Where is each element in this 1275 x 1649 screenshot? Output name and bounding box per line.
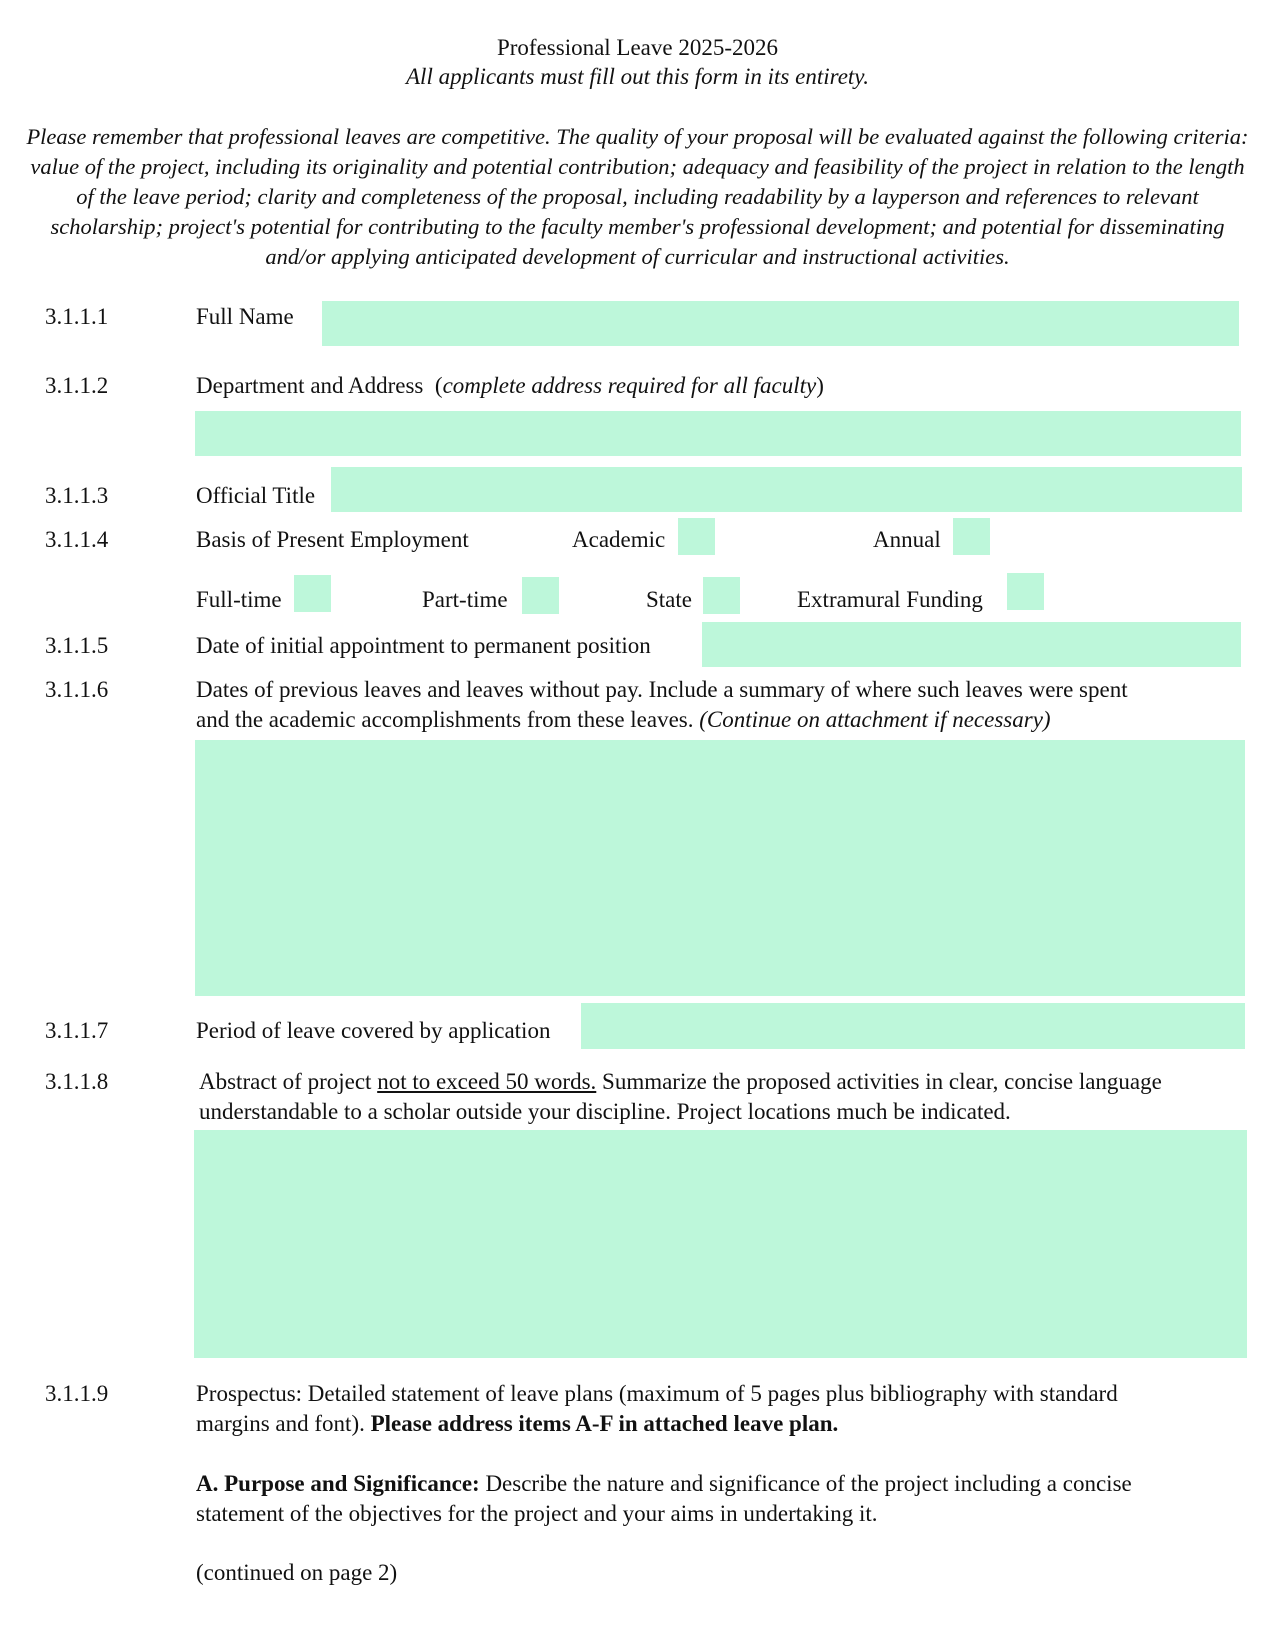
abstract-instructions-pre: Abstract of project <box>199 1069 372 1094</box>
item-number: 3.1.1.4 <box>45 527 109 552</box>
purpose-significance-text: Describe the nature and significance of the project including a concise <box>485 1471 1132 1496</box>
department-address-note-open: ( <box>434 373 443 398</box>
abstract-instructions-post: Summarize the proposed activities in clear, concise language <box>602 1069 1162 1094</box>
purpose-significance-line2: statement of the objectives for the project and your aims in undertaking it. <box>196 1501 878 1526</box>
official-title-field[interactable] <box>331 467 1242 512</box>
form-title: Professional Leave 2025-2026 <box>496 35 779 60</box>
extramural-funding-checkbox[interactable] <box>1007 573 1044 610</box>
full-name-field[interactable] <box>322 301 1239 346</box>
state-label: State <box>646 587 692 612</box>
basis-employment-label: Basis of Present Employment <box>196 527 469 552</box>
prospectus-line2-bold: Please address items A-F in attached leave plan. <box>370 1411 839 1436</box>
department-address-label-text: Department and Address <box>196 373 424 398</box>
abstract-word-limit: not to exceed 50 words. <box>377 1069 597 1094</box>
annual-label: Annual <box>873 527 941 552</box>
previous-leaves-instructions-text: and the academic accomplishments from these leaves. <box>196 707 694 732</box>
previous-leaves-field[interactable] <box>195 740 1245 996</box>
academic-checkbox[interactable] <box>678 518 715 555</box>
annual-checkbox[interactable] <box>953 518 990 555</box>
part-time-checkbox[interactable] <box>522 577 559 614</box>
purpose-significance-heading: A. Purpose and Significance: <box>196 1471 480 1496</box>
initial-appointment-field[interactable] <box>702 622 1241 667</box>
department-address-note: complete address required for all faculty <box>442 373 817 398</box>
full-time-checkbox[interactable] <box>294 575 331 612</box>
leave-period-label: Period of leave covered by application <box>196 1018 551 1043</box>
prospectus-line2-text: margins and font). <box>196 1411 365 1436</box>
prospectus-line2 <box>196 1410 838 1439</box>
item-number: 3.1.1.1 <box>45 304 109 329</box>
leave-period-field[interactable] <box>581 1003 1245 1049</box>
form-subtitle: All applicants must fill out this form in its entirety. <box>406 64 869 89</box>
abstract-field[interactable] <box>194 1130 1247 1358</box>
prospectus-line1: Prospectus: Detailed statement of leave plans (maximum of 5 pages plus bibliography with standard <box>196 1381 1118 1406</box>
department-address-label <box>196 372 824 401</box>
item-number: 3.1.1.6 <box>45 677 109 702</box>
item-number: 3.1.1.5 <box>45 633 109 658</box>
official-title-label: Official Title <box>196 483 316 508</box>
item-number: 3.1.1.9 <box>45 1381 109 1406</box>
previous-leaves-instructions-line2 <box>196 706 1051 735</box>
state-checkbox[interactable] <box>703 577 740 614</box>
department-address-field[interactable] <box>195 411 1241 456</box>
item-number: 3.1.1.3 <box>45 483 109 508</box>
item-number: 3.1.1.2 <box>45 373 109 398</box>
intro-paragraph: Please remember that professional leaves are competitive. The quality of your proposal will be evaluated against the following criteria: value of the project, including its originality and potential contribution; adequacy and feasibility of the project in relation to the length of the leave period; clarity and completeness of the proposal, including readability by a layperson and references to relevant scholarship; project's potential for contributing to the faculty member's professional development; and potential for disseminating and/or applying anticipated development of curricular and instructional activities. <box>26 124 1249 269</box>
continued-note: (continued on page 2) <box>196 1560 398 1585</box>
department-address-note-close: ) <box>816 373 824 398</box>
item-number: 3.1.1.7 <box>45 1018 109 1043</box>
abstract-instructions-line2: understandable to a scholar outside your discipline. Project locations much be indicated. <box>199 1099 1011 1124</box>
initial-appointment-label: Date of initial appointment to permanent position <box>196 633 651 658</box>
previous-leaves-instructions-line1: Dates of previous leaves and leaves without pay. Include a summary of where such leaves were spent <box>196 677 1128 702</box>
part-time-label: Part-time <box>422 587 508 612</box>
full-name-label: Full Name <box>196 304 294 329</box>
extramural-funding-label: Extramural Funding <box>797 587 983 612</box>
purpose-significance-line1 <box>196 1470 1132 1499</box>
item-number: 3.1.1.8 <box>45 1069 109 1094</box>
academic-label: Academic <box>572 527 666 552</box>
abstract-instructions-line1 <box>199 1068 1162 1097</box>
continue-attachment-note: (Continue on attachment if necessary) <box>699 707 1051 732</box>
full-time-label: Full-time <box>196 587 282 612</box>
